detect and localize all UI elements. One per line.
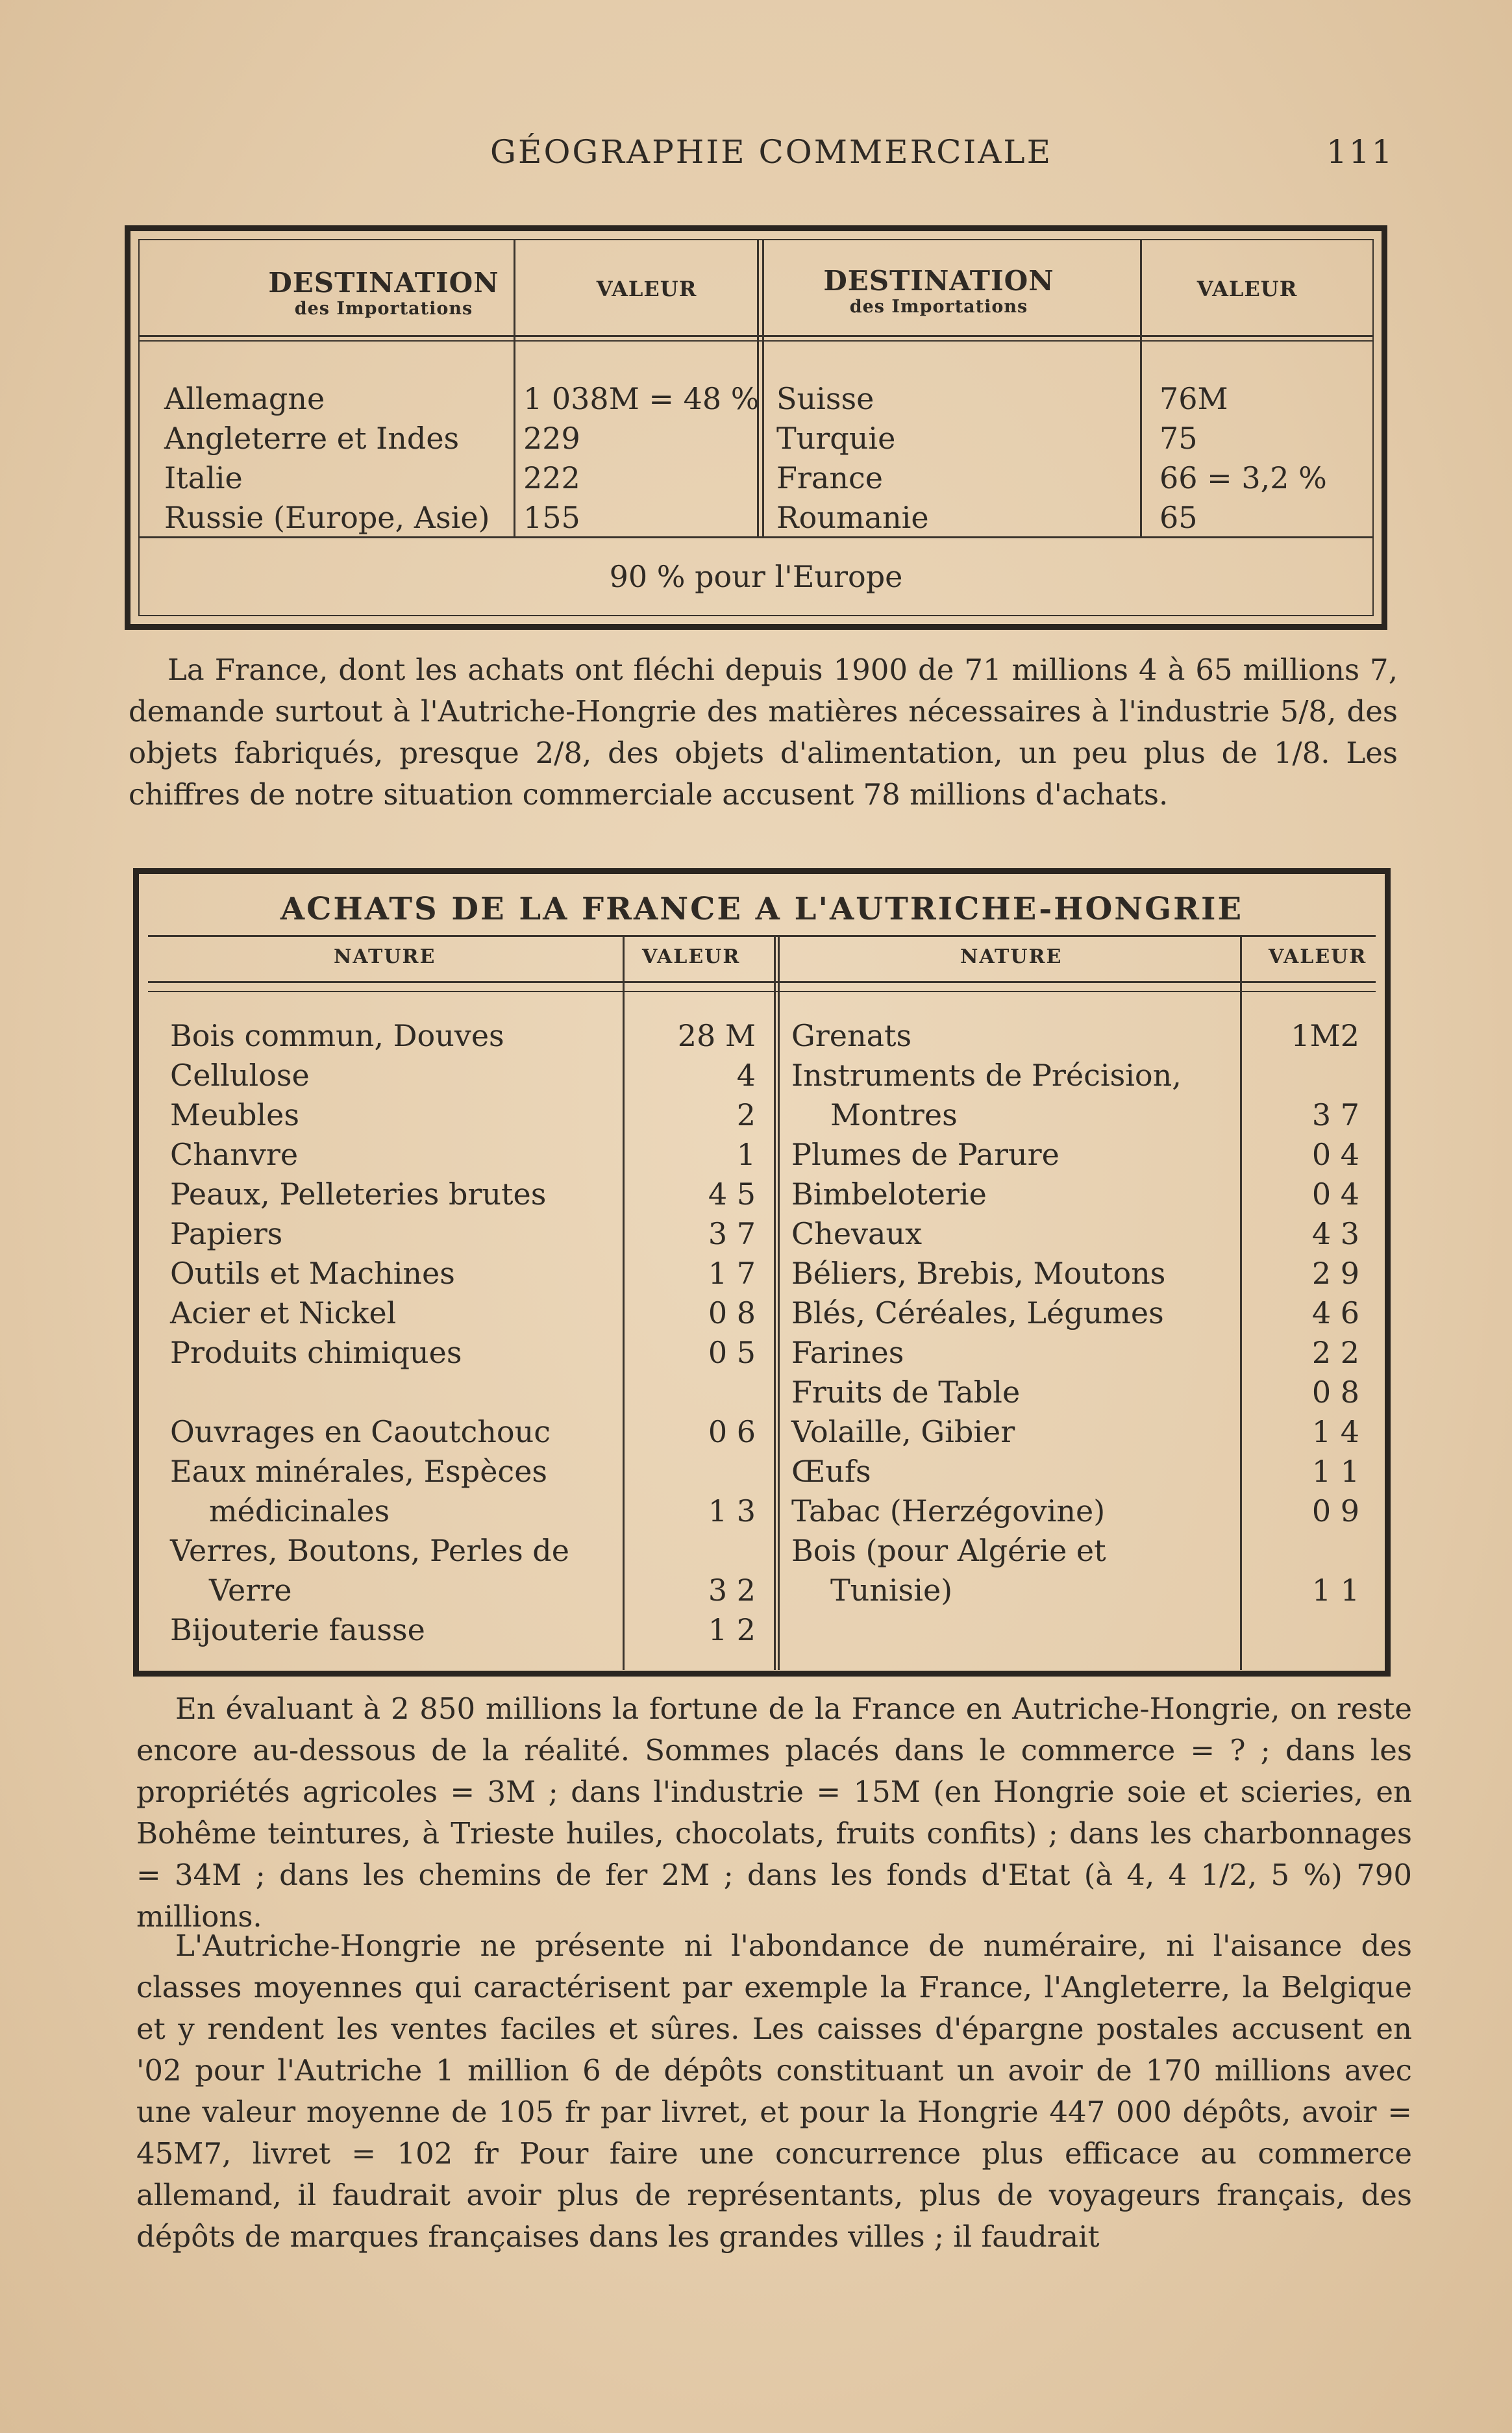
running-title: GÉOGRAPHIE COMMERCIALE [490,133,1053,171]
page-number: 111 [1326,133,1394,171]
table-cell: 28 M [677,1018,756,1053]
table-cell: 1 7 [708,1256,756,1291]
table1-right-values [1159,379,1327,538]
table-cell [652,1373,756,1412]
table-cell: Grenats [791,1018,912,1053]
table-cell: 0 4 [1311,1177,1359,1212]
table-cell: 4 6 [1311,1295,1359,1330]
table-cell: Instruments de Précision, [791,1058,1182,1093]
table-cell: Verres, Boutons, Perles de [170,1533,569,1568]
table1-footer: 90 % pour l'Europe [609,559,903,594]
table-cell: Fruits de Table [791,1375,1021,1410]
imports-destination-table [125,225,1387,630]
col-header-valeur-left: VALEUR [642,945,741,968]
table-cell: Tabac (Herzégovine) [791,1493,1106,1528]
table-cell: 0 8 [708,1295,756,1330]
table2-title: ACHATS DE LA FRANCE A L'AUTRICHE-HONGRIE [280,891,1244,927]
paragraph-2 [136,1688,1412,1938]
table-cell: Plumes de Parure [791,1137,1060,1172]
table-cell: 0 8 [1311,1375,1359,1410]
table-cell: 229 [523,421,580,456]
table-cell: Bimbeloterie [791,1177,987,1212]
table-cell: Montres [830,1097,958,1132]
table-cell: Angleterre et Indes [164,421,460,456]
table-cell [1256,1531,1359,1571]
table-cell: 0 6 [708,1414,756,1449]
table1-right-destinations [776,379,929,538]
table-cell: Tunisie) [830,1573,953,1608]
table-cell: Bois (pour Algérie et [791,1533,1106,1568]
table-cell: Russie (Europe, Asie) [164,500,490,535]
table-cell: Cellulose [170,1058,310,1093]
table-cell: Farines [791,1335,904,1370]
table-cell: 1 2 [708,1612,756,1647]
paragraph-3 [136,1925,1412,2258]
table-cell: 75 [1159,421,1198,456]
table-cell: Blés, Céréales, Légumes [791,1295,1164,1330]
table-cell: Acier et Nickel [170,1295,397,1330]
achats-table [133,868,1391,1677]
table-cell: Produits chimiques [170,1335,462,1370]
table-cell: 3 2 [708,1573,756,1608]
table-cell: Outils et Machines [170,1256,455,1291]
table-cell: Peaux, Pelleteries brutes [170,1177,547,1212]
table-cell: Roumanie [776,500,929,535]
table2-right-values [1256,1016,1359,1650]
table-cell: Eaux minérales, Espèces [170,1454,548,1489]
table-cell: 1 038M = 48 % [523,381,760,416]
table1-left-destinations [164,379,490,538]
table-cell: Papiers [170,1216,283,1251]
table-cell: 0 9 [1311,1493,1359,1528]
paragraph-text: L'Autriche-Hongrie ne présente ni l'abondance de numéraire, ni l'aisance des classes moyennes qui caractérisent par exemple la France, l'Angleterre, la Belgique et y rendent les ventes faciles et sûres. Les caisses d'épargne postales accusent en '02 pour l'Autriche 1 million 6 de dépôts constituant un avoir de 170 millions avec une valeur moyenne de 105 fr par livret, et pour la Hongrie 447 000 dépôts, avoir = 45M7, livret = 102 fr Pour faire une concurrence plus efficace au commerce allemand, il faudrait avoir plus de représentants, plus de voyageurs français, des dépôts de marques françaises dans les grandes villes ; il faudrait [136,1928,1412,2254]
table-cell: 2 9 [1311,1256,1359,1291]
table-cell [170,1373,569,1412]
col-header-destination-left: DESTINATION des Importations [268,267,499,319]
table-cell: 2 [736,1097,756,1132]
table-cell: 0 4 [1311,1137,1359,1172]
table-cell: 76M [1159,381,1228,416]
table-cell: Bijouterie fausse [170,1612,425,1647]
table2-right-nature [791,1016,1182,1650]
table-cell: 1 1 [1311,1573,1359,1608]
table-cell: 3 7 [708,1216,756,1251]
table-cell: Volaille, Gibier [791,1414,1015,1449]
table-cell: Meubles [170,1097,299,1132]
table-cell: Béliers, Brebis, Moutons [791,1256,1166,1291]
table-cell: 2 2 [1311,1335,1359,1370]
table-cell: Italie [164,460,243,495]
table-cell: Œufs [791,1454,871,1489]
page-header [0,133,1512,192]
table-cell [652,1452,756,1491]
table-cell: Suisse [776,381,874,416]
table-cell: Verre [209,1573,292,1608]
table-cell: 1 4 [1311,1414,1359,1449]
table-cell [1256,1056,1359,1095]
table-cell: France [776,460,883,495]
table-cell: 222 [523,460,580,495]
table-cell: 4 [736,1058,756,1093]
table2-left-values [652,1016,756,1650]
table-cell [1256,1610,1359,1650]
col-header-destination-right: DESTINATION des Importations [823,265,1054,317]
table-cell: 4 3 [1311,1216,1359,1251]
table1-left-values [523,379,759,538]
table-cell: Chevaux [791,1216,923,1251]
paragraph-1 [129,649,1398,816]
paragraph-text: En évaluant à 2 850 millions la fortune de la France en Autriche-Hongrie, on reste encore au-dessous de la réalité. Sommes placés dans le commerce = ? ; dans les propriétés agricoles = 3M ; dans l'industrie = 15M (en Hongrie soie et scieries, en Bohême teintures, à Trieste huiles, chocolats, fruits confits) ; dans les charbonnages = 34M ; dans les chemins de fer 2M ; dans les fonds d'Etat (à 4, 4 1/2, 5 %) 790 millions. [136,1691,1412,1934]
table-cell: 0 5 [708,1335,756,1370]
table-cell: Allemagne [164,381,325,416]
col-header-valeur-right: VALEUR [1269,945,1367,968]
col-header-valeur-right: VALEUR [1196,277,1298,301]
table-cell: Turquie [776,421,896,456]
table-cell: 66 = 3,2 % [1159,460,1327,495]
table-cell: 1 [736,1137,756,1172]
table-cell: 3 7 [1311,1097,1359,1132]
table-cell: 1 1 [1311,1454,1359,1489]
table-cell: Chanvre [170,1137,299,1172]
col-header-nature-left: NATURE [334,945,436,968]
table-cell: médicinales [209,1493,390,1528]
col-header-nature-right: NATURE [960,945,1063,968]
table-cell: Bois commun, Douves [170,1018,504,1053]
table-cell: 155 [523,500,580,535]
table-cell [652,1531,756,1571]
table-cell: 4 5 [708,1177,756,1212]
table-cell [791,1610,1182,1650]
table-cell: 1M2 [1291,1018,1359,1053]
table-cell: Ouvrages en Caoutchouc [170,1414,551,1449]
table-cell: 65 [1159,500,1198,535]
col-header-valeur-left: VALEUR [596,277,697,301]
paragraph-text: La France, dont les achats ont fléchi depuis 1900 de 71 millions 4 à 65 millions 7, demande surtout à l'Autriche-Hongrie des matières nécessaires à l'industrie 5/8, des objets fabriqués, presque 2/8, des objets d'alimentation, un peu plus de 1/8. Les chiffres de notre situation commerciale accusent 78 millions d'achats. [129,653,1398,812]
table2-left-nature [170,1016,569,1650]
table-cell: 1 3 [708,1493,756,1528]
